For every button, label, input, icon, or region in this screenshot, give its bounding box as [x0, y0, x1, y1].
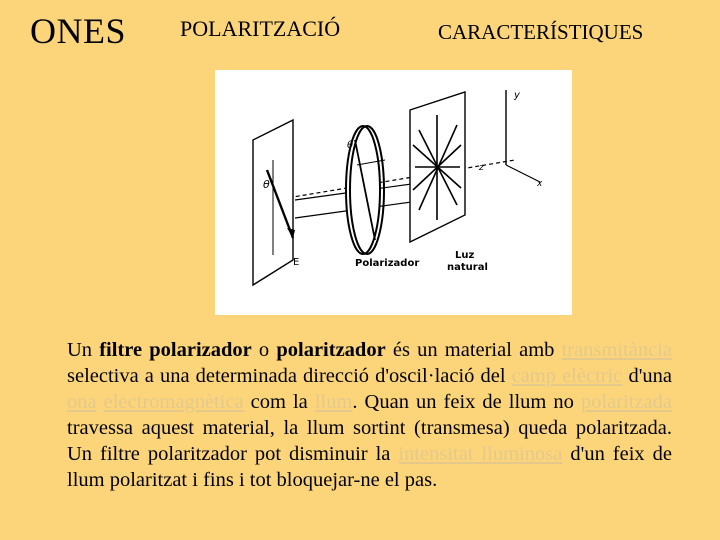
x-label: x	[537, 179, 543, 189]
link-intensitat-lluminosa[interactable]: intensitat lluminosa	[398, 443, 563, 465]
text-fragment: . Quan un feix de llum no	[352, 391, 581, 413]
link-transmitancia[interactable]: transmitància	[561, 339, 672, 361]
text-fragment: Un	[67, 339, 100, 361]
y-label: y	[514, 90, 520, 101]
z-label: z	[479, 163, 484, 173]
text-fragment: o	[251, 339, 277, 361]
link-polaritzada[interactable]: polaritzada	[580, 391, 672, 413]
link-electromagnetica[interactable]: electromagnètica	[103, 391, 244, 413]
link-ona[interactable]: ona	[67, 391, 97, 413]
theta-label: θ	[263, 178, 270, 191]
text-fragment: d'un feix de llum polaritzat i fins i tot bloquejar-ne el pas.	[67, 443, 672, 491]
term-filtre-polarizador: filtre polarizador	[99, 339, 252, 361]
polarizer-figure	[215, 70, 572, 315]
link-llum[interactable]: llum	[314, 391, 353, 413]
polarizador-label: Polarizador	[355, 258, 420, 269]
x-axis	[506, 165, 540, 182]
description-paragraph	[67, 337, 672, 493]
text-fragment: és un material amb	[385, 339, 562, 361]
e-label: E	[293, 257, 300, 268]
title-caracteristiques: CARACTERÍSTIQUES	[438, 20, 644, 44]
text-fragment	[97, 391, 104, 413]
title-ones: ONES	[30, 11, 127, 51]
polarizer-diagram	[215, 70, 572, 315]
text-fragment: d'una	[622, 365, 673, 387]
link-camp-electric[interactable]: camp elèctric	[511, 365, 623, 387]
title-polaritzacio: POLARITZACIÓ	[180, 16, 341, 41]
text-fragment: selectiva a una determinada direcció d'oscil·lació del	[67, 365, 512, 387]
luz-label: Luz	[455, 250, 475, 261]
natural-label: natural	[447, 262, 488, 273]
theta-label-2: θ	[347, 140, 354, 151]
text-fragment: com la	[243, 391, 315, 413]
text-fragment: travessa aquest material, la llum sortint (transmesa) queda polaritzada. Un filtre polaritzador pot disminuir la	[67, 417, 672, 465]
term-polaritzador: polaritzador	[276, 339, 386, 361]
